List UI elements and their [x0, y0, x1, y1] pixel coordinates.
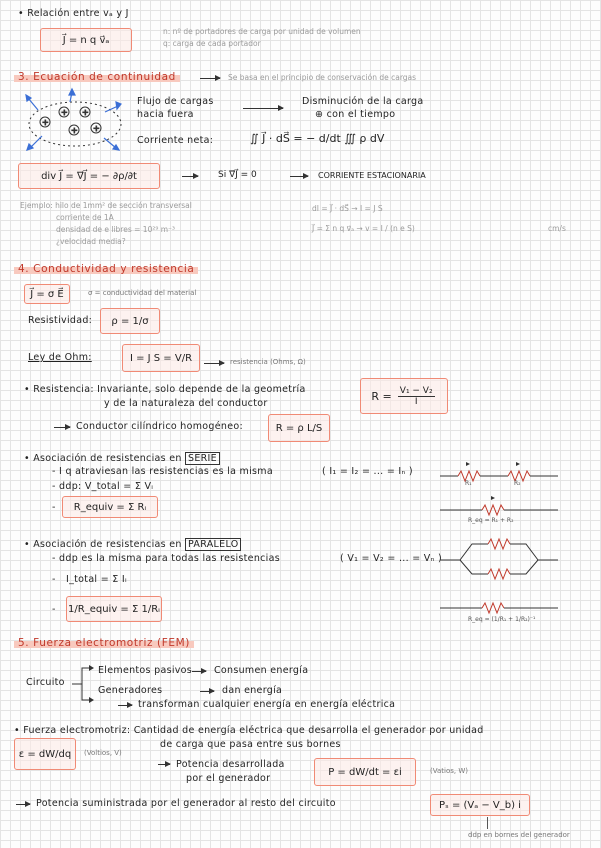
- div-formula: div J⃗ = ∇⃗J⃗ = − ∂ρ/∂t: [41, 170, 137, 182]
- r-fraction: [398, 386, 435, 407]
- ejemplo-line1: Ejemplo: hilo de 1mm² de sección transversal: [20, 201, 192, 210]
- j-sigma-formula: J⃗ = σ E⃗: [30, 288, 64, 300]
- sigma-note: σ = conductividad del material: [88, 289, 197, 297]
- fem-definition-line2: de carga que pasa entre sus bornes: [160, 739, 341, 750]
- paralelo-rule1-eq: ( V₁ = V₂ = ... = Vₙ ): [340, 553, 443, 564]
- resistividad-label: Resistividad:: [28, 315, 93, 326]
- paralelo-rule2: I_total = Σ Iᵢ: [66, 574, 127, 585]
- suministrada-text: Potencia suministrada por el generador al resto del circuito: [36, 798, 336, 809]
- resistencia-line1: • Resistencia: Invariante, solo depende de la geometría: [24, 385, 306, 395]
- serie-label: [24, 454, 220, 464]
- arrow-right-icon: [200, 691, 214, 692]
- circuito-label: Circuito: [26, 677, 65, 688]
- ohm-formula: I = J S = V/R: [129, 352, 193, 364]
- relacion-title: • Relación entre vₐ y J: [18, 9, 129, 19]
- arrow-right-icon: [204, 363, 224, 364]
- svg-text:+: +: [71, 126, 78, 135]
- arrow-right-icon: [16, 804, 30, 805]
- eps-formula: ε = dW/dq: [18, 748, 72, 760]
- paralelo-label: [24, 540, 241, 550]
- ejemplo-line4: ¿velocidad media?: [56, 237, 126, 246]
- serie-word: SERIE: [185, 452, 220, 465]
- ejemplo-units: cm/s: [548, 224, 566, 233]
- arrow-right-icon: [118, 705, 132, 706]
- resistencia-line2: y de la naturaleza del conductor: [104, 398, 268, 409]
- serie-rule1: - I q atraviesan las resistencias es la misma: [52, 466, 273, 477]
- paralelo-dash2: -: [52, 574, 56, 585]
- section-5-heading: 5. Fuerza electromotriz (FEM): [14, 637, 194, 650]
- rho-formula-box: [100, 308, 160, 334]
- j-formula: J⃗ = n q v⃗ₐ: [62, 34, 110, 46]
- r-denominator: I: [414, 396, 418, 407]
- note-n: n: nº de portadores de carga por unidad de volumen: [163, 27, 361, 36]
- section-3-heading: 3. Ecuación de continuidad: [14, 71, 180, 84]
- fem-definition-line1: • Fuerza electromotriz: Cantidad de energía eléctrica que desarrolla el generador por unidad: [14, 726, 484, 736]
- ohm-formula-box: [122, 344, 200, 372]
- ddp-note: ddp en bornes del generador: [468, 831, 570, 839]
- paralelo-word: PARALELO: [185, 538, 241, 551]
- serie-rule2: - ddp: V_total = Σ Vᵢ: [52, 481, 154, 492]
- ejemplo-line3: densidad de e libres = 10²⁹ m⁻³: [56, 225, 176, 234]
- arrow-right-icon: [182, 176, 198, 177]
- arrow-right-icon: [192, 671, 206, 672]
- pasivos-text: Elementos pasivos: [98, 665, 193, 676]
- fig-r2: R₂: [514, 480, 521, 487]
- fig-r1: R₁: [465, 480, 472, 487]
- flujo-line2: hacia fuera: [137, 109, 194, 120]
- note-q: q: carga de cada portador: [163, 39, 261, 48]
- serie-label-text: Asociación de resistencias en: [33, 453, 182, 464]
- potencia-line2: por el generador: [186, 773, 271, 784]
- flujo-line1: Flujo de cargas: [137, 96, 214, 107]
- r-formula-box: R = $\frac{\text{V₁ − V₂}}{I}$: [360, 378, 448, 414]
- consumen-text: Consumen energía: [214, 665, 309, 676]
- arrow-right-icon: [200, 78, 220, 79]
- dan-text: dan energía: [222, 685, 283, 696]
- conductor-text: Conductor cilíndrico homogéneo:: [76, 421, 243, 432]
- r-numerator: V₁ − V₂: [399, 385, 433, 396]
- parallel-resistors-diagram: [440, 538, 570, 628]
- ley-ohm-label: Ley de Ohm:: [28, 352, 92, 363]
- rho-formula: ρ = 1/σ: [111, 315, 149, 327]
- potencia-line1: Potencia desarrollada: [176, 759, 285, 770]
- svg-text:+: +: [93, 124, 100, 133]
- cond-formula: R = ρ L/S: [275, 422, 323, 434]
- si-condition: Si ∇⃗J⃗ = 0: [218, 170, 257, 180]
- div-formula-box: [18, 163, 160, 189]
- paralelo-rule1: - ddp es la misma para todas las resistencias: [52, 553, 280, 564]
- ohm-vector-box: [24, 284, 70, 304]
- charges-diagram: [20, 92, 130, 152]
- ejemplo-calc2: J⃗ = Σ n q v⃗ₐ → v = I / (n e S): [312, 224, 415, 233]
- j-formula-box: [40, 28, 132, 52]
- serie-req-box: [62, 496, 158, 518]
- generadores-text: Generadores: [98, 685, 163, 696]
- disminucion-line1: Disminución de la carga: [302, 96, 424, 107]
- serie-rule1-eq: ( I₁ = I₂ = ... = Iₙ ): [322, 466, 413, 477]
- serie-req-formula: R_equiv = Σ Rᵢ: [73, 501, 147, 513]
- ps-formula-box: [430, 794, 530, 816]
- corriente-neta-label: Corriente neta:: [137, 135, 214, 146]
- svg-text:+: +: [82, 108, 89, 117]
- section-4-heading: 4. Conductividad y resistencia: [14, 263, 198, 276]
- transforman-text: transforman cualquier energía en energía eléctrica: [138, 699, 396, 710]
- ohm-note: resistencia (Ohms, Ω): [230, 358, 306, 366]
- paralelo-dash3: -: [52, 604, 56, 615]
- disminucion-line2: ⊕ con el tiempo: [315, 109, 396, 120]
- ejemplo-line2: corriente de 1A: [56, 213, 114, 222]
- paralelo-label-text: Asociación de resistencias en: [33, 539, 182, 550]
- p-formula: P = dW/dt = εi: [328, 766, 402, 778]
- ddp-pointer-line: [487, 817, 488, 829]
- paralelo-req-box: [66, 596, 162, 622]
- ps-formula: Pₛ = (Vₐ − V_b) i: [439, 799, 521, 811]
- eps-formula-box: [14, 738, 76, 770]
- arrow-right-icon: [243, 108, 283, 109]
- fig-req-parallel: R_eq = (1/R₁ + 1/R₂)⁻¹: [468, 616, 536, 623]
- paralelo-req-formula: 1/R_equiv = Σ 1/Rᵢ: [68, 603, 160, 615]
- svg-text:+: +: [42, 118, 49, 127]
- cond-formula-box: [268, 414, 330, 442]
- corriente-estacionaria: CORRIENTE ESTACIONARIA: [318, 171, 426, 180]
- fig-req: R_eq = R₁ + R₂: [468, 517, 514, 524]
- eps-units: (Voltios, V): [84, 749, 122, 757]
- serie-dash: -: [52, 502, 56, 513]
- arrow-right-icon: [158, 764, 170, 765]
- ejemplo-calc1: dI = J⃗ · dS⃗ → I = J S: [312, 204, 383, 213]
- svg-text:+: +: [61, 108, 68, 117]
- arrow-right-icon: [290, 176, 308, 177]
- corriente-neta-formula: ∬ J⃗ · dS⃗ = − d/dt ∭ ρ dV: [250, 132, 385, 145]
- p-units: (Vatios, W): [430, 767, 468, 775]
- continuity-principle: Se basa en el principio de conservación de cargas: [228, 73, 417, 82]
- p-formula-box: [314, 758, 416, 786]
- arrow-right-icon: [54, 427, 70, 428]
